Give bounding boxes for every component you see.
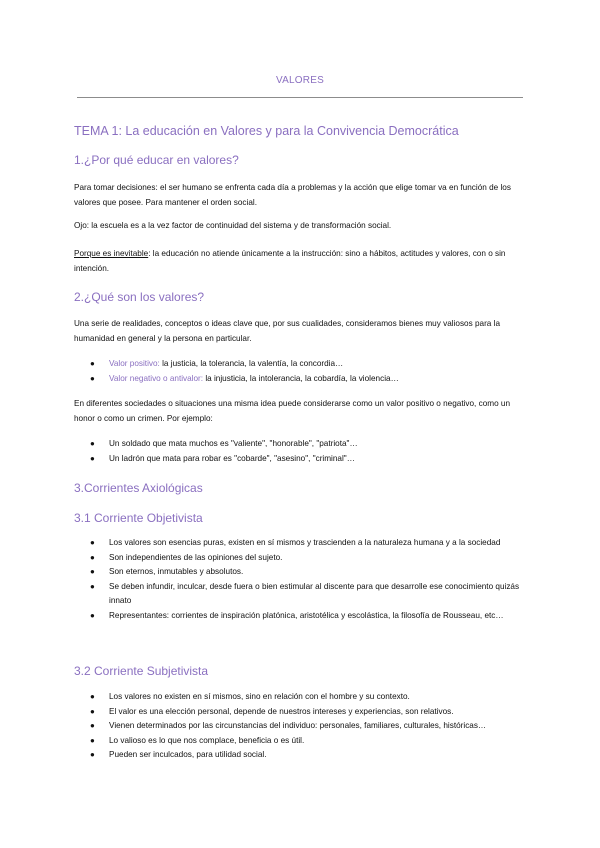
list-item xyxy=(88,609,528,624)
list-item xyxy=(88,372,528,387)
section-2-paragraph-2: En diferentes sociedades o situaciones una misma idea puede considerarse como un valor positivo o negativo, como un honor o como un crimen. Por ejemplo: xyxy=(74,399,511,423)
objetivista-item-text: Los valores son esencias puras, existen en sí mismos y trascienden a la naturaleza humana y a la sociedad xyxy=(109,538,501,547)
subjetivista-item-text: Los valores no existen en sí mismos, sino en relación con el hombre y su contexto. xyxy=(109,692,410,701)
example-text: Un soldado que mata muchos es "valiente", "honorable", "patriota"… xyxy=(109,439,358,448)
subjetivista-item-text: Vienen determinados por las circunstancias del individuo: personales, familiares, culturales, históricas… xyxy=(109,721,487,730)
list-item xyxy=(88,536,528,551)
subjetivista-item-text: El valor es una elección personal, depende de nuestros intereses y experiencias, son relativos. xyxy=(109,706,454,716)
objetivista-item-text: Se deben infundir, inculcar, desde fuera o bien estimular al discente para que desarrolle ese conocimiento quizás innato xyxy=(109,581,520,605)
bullet-icon: ● xyxy=(90,552,95,562)
list-item xyxy=(88,734,528,749)
section-1-paragraph-3 xyxy=(74,246,529,276)
section-1-paragraph-1: Para tomar decisiones: el ser humano se enfrenta cada día a problemas y la acción que elige tomar va en función de los valores que posee. Para mantener el orden social. xyxy=(74,183,511,207)
bullet-icon: ● xyxy=(90,567,95,576)
list-item xyxy=(88,705,528,720)
tema-heading: TEMA 1: La educación en Valores y para la Convivencia Democrática xyxy=(74,124,459,138)
example-text: Un ladrón que mata para robar es "cobarde", "asesino", "criminal"… xyxy=(109,453,355,463)
objetivista-item-text: Son eternos, inmutables y absolutos. xyxy=(109,567,244,576)
list-item xyxy=(88,580,528,609)
list-item xyxy=(88,748,528,763)
ejemplos-list xyxy=(88,437,528,466)
document-title: VALORES xyxy=(276,75,324,86)
title-divider xyxy=(77,97,523,98)
list-item xyxy=(88,565,528,580)
list-item xyxy=(88,551,528,566)
inevitable-underlined: Porque es inevitable xyxy=(74,249,149,258)
section-1-paragraph-2: Ojo: la escuela es a la vez factor de continuidad del sistema y de transformación social. xyxy=(74,221,392,230)
section-3-heading: 3.Corrientes Axiológicas xyxy=(74,481,203,495)
list-item xyxy=(88,452,528,467)
valor-negativo-label: Valor negativo o antivalor: xyxy=(109,373,204,383)
subjetivista-item-text: Pueden ser inculcados, para utilidad social. xyxy=(109,750,267,759)
bullet-icon: ● xyxy=(90,373,95,383)
bullet-icon: ● xyxy=(90,610,95,620)
list-item xyxy=(88,357,528,372)
subjetivista-item-text: Lo valioso es lo que nos complace, beneficia o es útil. xyxy=(109,735,305,745)
section-2-heading: 2.¿Qué son los valores? xyxy=(74,290,205,304)
bullet-icon: ● xyxy=(90,721,95,730)
list-item xyxy=(88,437,528,452)
list-item xyxy=(88,690,528,705)
valor-negativo-text: la injusticia, la intolerancia, la cobardía, la violencia… xyxy=(203,373,399,383)
bullet-icon: ● xyxy=(90,538,95,547)
valor-positivo-text: la justicia, la tolerancia, la valentía, la concordia… xyxy=(159,359,344,368)
bullet-icon: ● xyxy=(90,692,95,701)
objetivista-heading: 3.1 Corriente Objetivista xyxy=(74,511,203,525)
bullet-icon: ● xyxy=(90,581,95,591)
valor-positivo-label: Valor positivo: xyxy=(109,359,160,368)
objetivista-item-text: Son independientes de las opiniones del sujeto. xyxy=(109,552,283,562)
list-item xyxy=(88,719,528,734)
bullet-icon: ● xyxy=(90,359,95,368)
section-2-paragraph-1: Una serie de realidades, conceptos o ideas clave que, por sus cualidades, consideramos bienes muy valiosos para la humanidad en general y la persona en particular. xyxy=(74,319,500,343)
bullet-icon: ● xyxy=(90,706,95,716)
subjetivista-heading: 3.2 Corriente Subjetivista xyxy=(74,664,209,678)
inevitable-rest: : la educación no atiende únicamente a la instrucción: sino a hábitos, actitudes y valores, con o sin intención. xyxy=(74,249,506,273)
bullet-icon: ● xyxy=(90,439,95,448)
subjetivista-list xyxy=(88,690,528,763)
valores-list xyxy=(88,357,528,386)
bullet-icon: ● xyxy=(90,453,95,463)
bullet-icon: ● xyxy=(90,735,95,745)
objetivista-item-text: Representantes: corrientes de inspiración platónica, aristotélica y escolástica, la filosofía de Rousseau, etc… xyxy=(109,610,504,620)
section-1-heading: 1.¿Por qué educar en valores? xyxy=(74,153,239,167)
objetivista-list xyxy=(88,536,528,623)
bullet-icon: ● xyxy=(90,750,95,759)
